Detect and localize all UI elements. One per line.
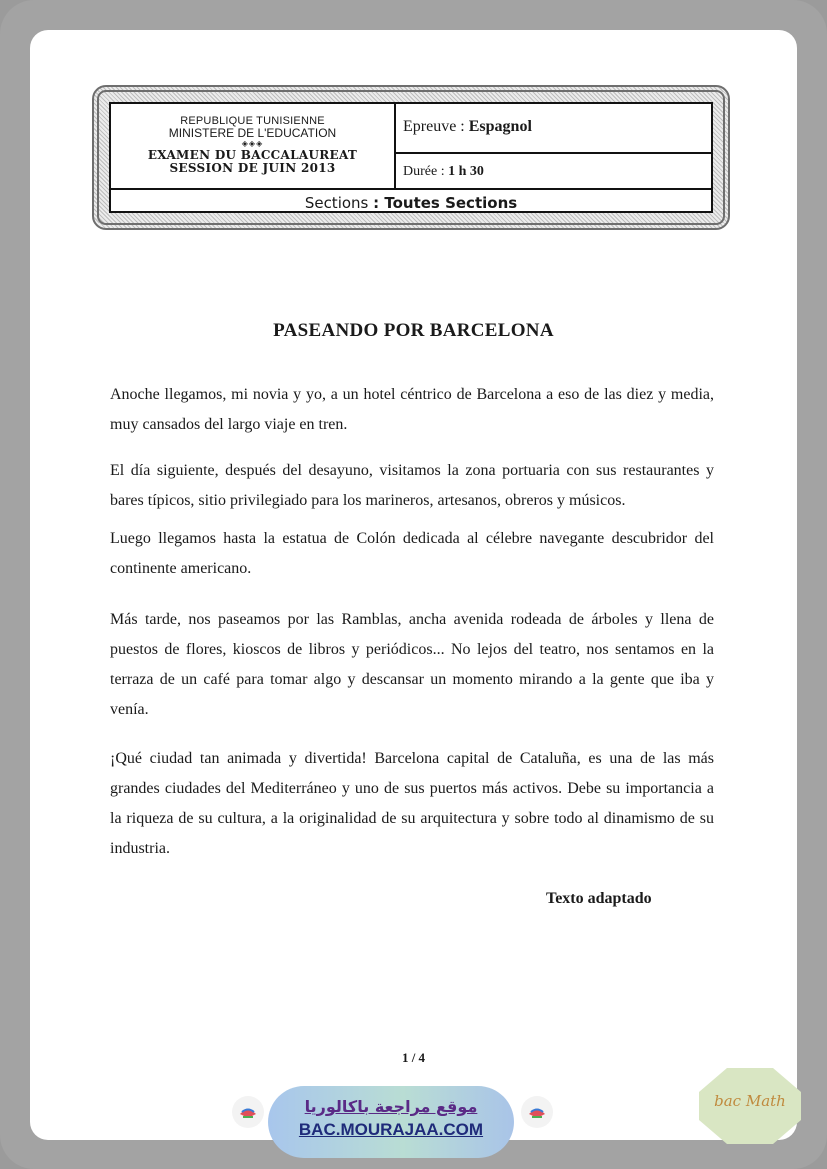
site-logo-icon [232,1096,264,1128]
header-table [109,102,713,213]
republic-text: REPUBLIQUE TUNISIENNE [180,115,325,127]
duration-value: 1 h 30 [448,164,484,179]
site-logo-icon [521,1096,553,1128]
page-number: 1 / 4 [401,1050,426,1065]
sections-value: : Toutes Sections [373,194,518,212]
document-title: PASEANDO POR BARCELONA [273,320,554,341]
subject-cell [396,104,711,154]
bac-math-badge [697,1066,803,1146]
watermark-site-link[interactable]: BAC.MOURAJAA.COM [298,1120,484,1139]
badge-text: bac Math [714,1092,786,1110]
subject-label: Epreuve : [403,118,469,135]
paragraph-3: Luego llegamos hasta la estatua de Colón dedicada al célebre navegante descubridor del continente americano. [110,530,714,577]
sections-cell [111,190,711,211]
watermark-arabic-text[interactable]: موقع مراجعة باكالوريا [304,1097,478,1116]
paragraph-1: Anoche llegamos, mi novia y yo, a un hotel céntrico de Barcelona a eso de las diez y media, muy cansados del largo viaje en tren. [110,386,714,433]
exam-title: EXAMEN DU BACCALAUREAT [147,148,358,162]
ministry-text: MINISTERE DE L'EDUCATION [168,126,337,140]
duration-label: Durée : [403,164,449,179]
paragraph-4: Más tarde, nos paseamos por las Ramblas, ancha avenida rodeada de árboles y llena de puestos de flores, kioscos de libros y periódicos... No lejos del teatro, nos sentamos en la terraza de un café para tomar algo y descansar un momento mirando a la gente que iba y venía. [110,611,714,718]
duration-cell [396,154,711,190]
ornament-icon: ◈◈◈ [241,139,264,148]
watermark-banner[interactable] [268,1086,514,1158]
paragraph-2: El día siguiente, después del desayuno, visitamos la zona portuaria con sus restaurantes y bares típicos, sitio privilegiado para los marineros, artesanos, obreros y músicos. [110,462,714,509]
subject-value: Espagnol [468,118,532,135]
session-title: SESSION DE JUIN 2013 [169,161,336,175]
header-institution-cell [111,104,396,190]
paragraph-5: ¡Qué ciudad tan animada y divertida! Barcelona capital de Cataluña, es una de las más grandes ciudades del Mediterráneo y uno de sus puertos más activos. Debe su importancia a la riqueza de su cultura, a la originalidad de su arquitectura y sobre todo al dinamismo de su industria. [110,750,714,857]
sections-label: Sections [304,194,374,212]
document-page [30,30,797,1140]
exam-header [92,85,730,230]
source-note: Texto adaptado [546,890,652,907]
